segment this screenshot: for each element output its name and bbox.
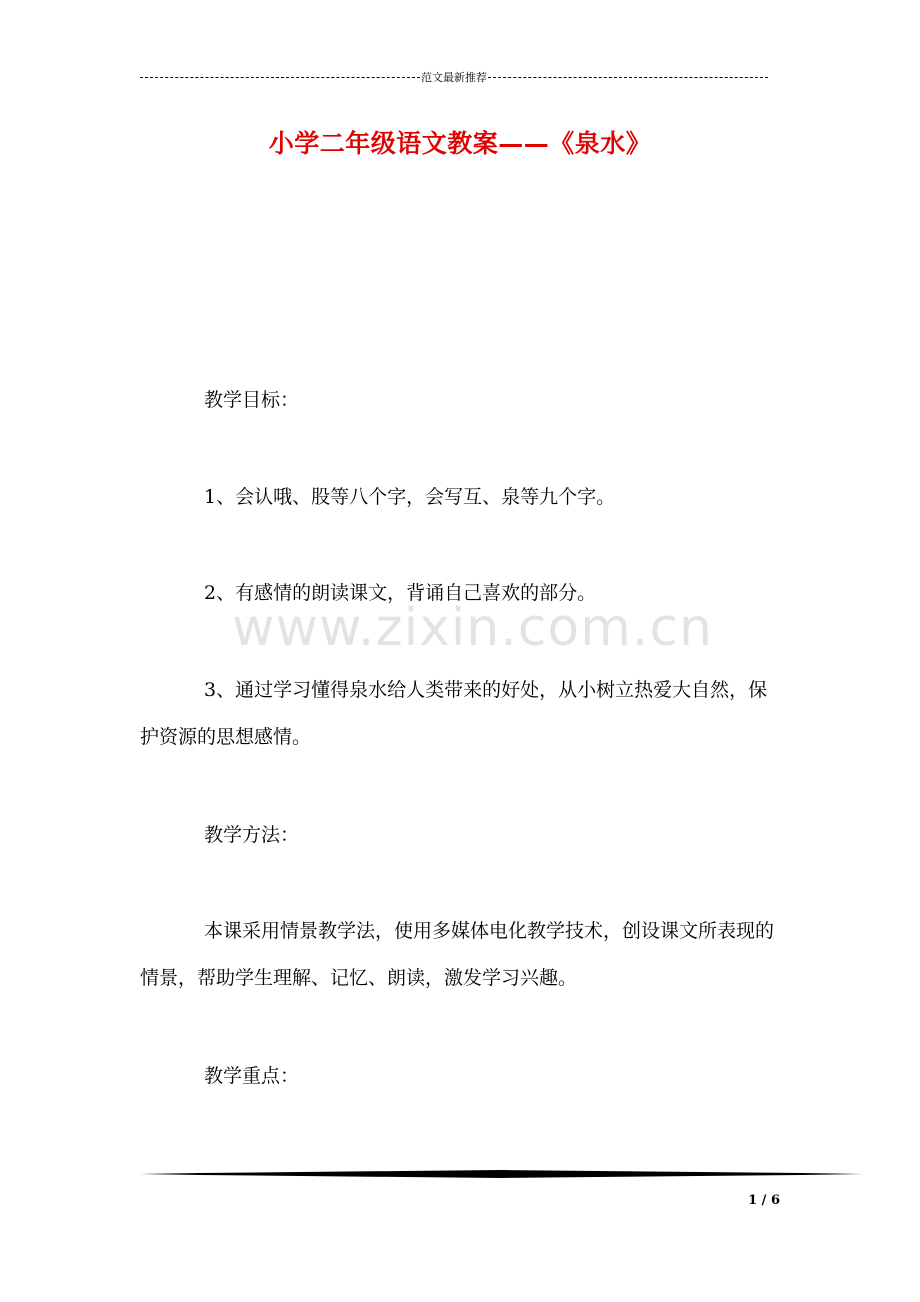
page-header bbox=[140, 69, 768, 85]
page-number: 1 / 6 bbox=[748, 1193, 780, 1208]
header-dash-left bbox=[140, 77, 420, 78]
method-heading: 教学方法： bbox=[204, 824, 300, 846]
goal-item-2: 2、有感情的朗读课文，背诵自己喜欢的部分。 bbox=[204, 582, 597, 604]
goal-item-1: 1、会认哦、股等八个字，会写互、泉等九个字。 bbox=[204, 486, 616, 508]
method-text: 本课采用情景教学法，使用多媒体电化教学技术，创设课文所表现的情景，帮助学生理解、记忆、朗读，激发学习兴趣。 bbox=[140, 920, 775, 989]
goals-heading: 教学目标： bbox=[204, 389, 300, 411]
header-label: 范文最新推荐 bbox=[421, 71, 487, 84]
watermark: www.zixin.com.cn bbox=[232, 598, 713, 658]
key-points-heading: 教学重点： bbox=[204, 1065, 300, 1087]
goal-item-3: 3、通过学习懂得泉水给人类带来的好处，从小树立热爱大自然，保护资源的思想感情。 bbox=[140, 679, 768, 748]
document-title: 小学二年级语文教案——《泉水》 bbox=[268, 129, 652, 158]
footer-rule bbox=[140, 1169, 863, 1179]
header-dash-right bbox=[488, 77, 768, 78]
